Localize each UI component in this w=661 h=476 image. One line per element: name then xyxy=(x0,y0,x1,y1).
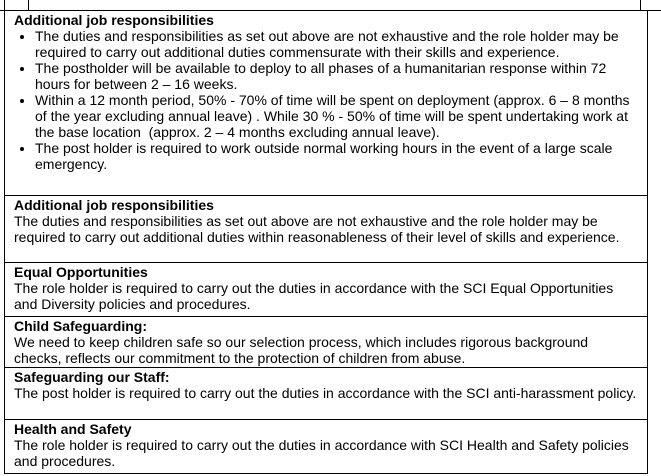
section-health-and-safety xyxy=(5,420,647,473)
job-description-table xyxy=(4,11,648,474)
table-row-fragment-above xyxy=(0,0,661,11)
section-body: We need to keep children safe so our selection process, which includes rigorous background checks, reflects our commitment to the protection of children from abuse. xyxy=(14,334,592,366)
section-equal-opportunities xyxy=(5,263,647,317)
section-heading: Additional job responsibilities xyxy=(14,12,214,28)
fragment-column-divider xyxy=(28,0,29,10)
section-body: The duties and responsibilities as set out above are not exhaustive and the role holder may be required to carry out additional duties within reasonableness of their level of skills and experience. xyxy=(14,213,620,245)
section-safeguarding-our-staff xyxy=(5,368,647,420)
section-heading: Equal Opportunities xyxy=(14,264,148,280)
section-body: The role holder is required to carry out the duties in accordance with SCI Health and Safety policies and procedures. xyxy=(14,437,633,469)
section-additional-job-responsibilities xyxy=(5,196,647,263)
bullet-item: • Within a 12 month period, 50% - 70% of time will be spent on deployment (approx. 6 – 8 months of the year excluding annual leave) . While 30 % - 50% of time will be spent undertaking work at the base location (approx. 2 – 4 months excluding annual leave). xyxy=(35,92,639,140)
section-heading: Health and Safety xyxy=(14,421,132,437)
section-heading: Safeguarding our Staff: xyxy=(14,369,170,385)
section-additional-job-responsibilities-deployment xyxy=(5,11,647,196)
bullet-item: • The post holder is required to work outside normal working hours in the event of a large scale emergency. xyxy=(35,140,639,172)
bullet-item: • The duties and responsibilities as set out above are not exhaustive and the role holder may be required to carry out additional duties commensurate with their skills and experience. xyxy=(35,28,639,60)
section-heading: Child Safeguarding: xyxy=(14,318,147,334)
section-child-safeguarding xyxy=(5,317,647,368)
section-heading: Additional job responsibilities xyxy=(14,197,214,213)
bullet-item: • The postholder will be available to deploy to all phases of a humanitarian response within 72 hours for between 2 – 16 weeks. xyxy=(35,60,639,92)
section-body: The role holder is required to carry out the duties in accordance with the SCI Equal Opportunities and Diversity policies and procedures. xyxy=(14,280,618,312)
responsibilities-bullet-list xyxy=(14,28,639,172)
section-body: The post holder is required to carry out the duties in accordance with the SCI anti-harassment policy. xyxy=(14,385,637,401)
fragment-right-border xyxy=(640,0,641,10)
fragment-left-border xyxy=(4,0,5,10)
